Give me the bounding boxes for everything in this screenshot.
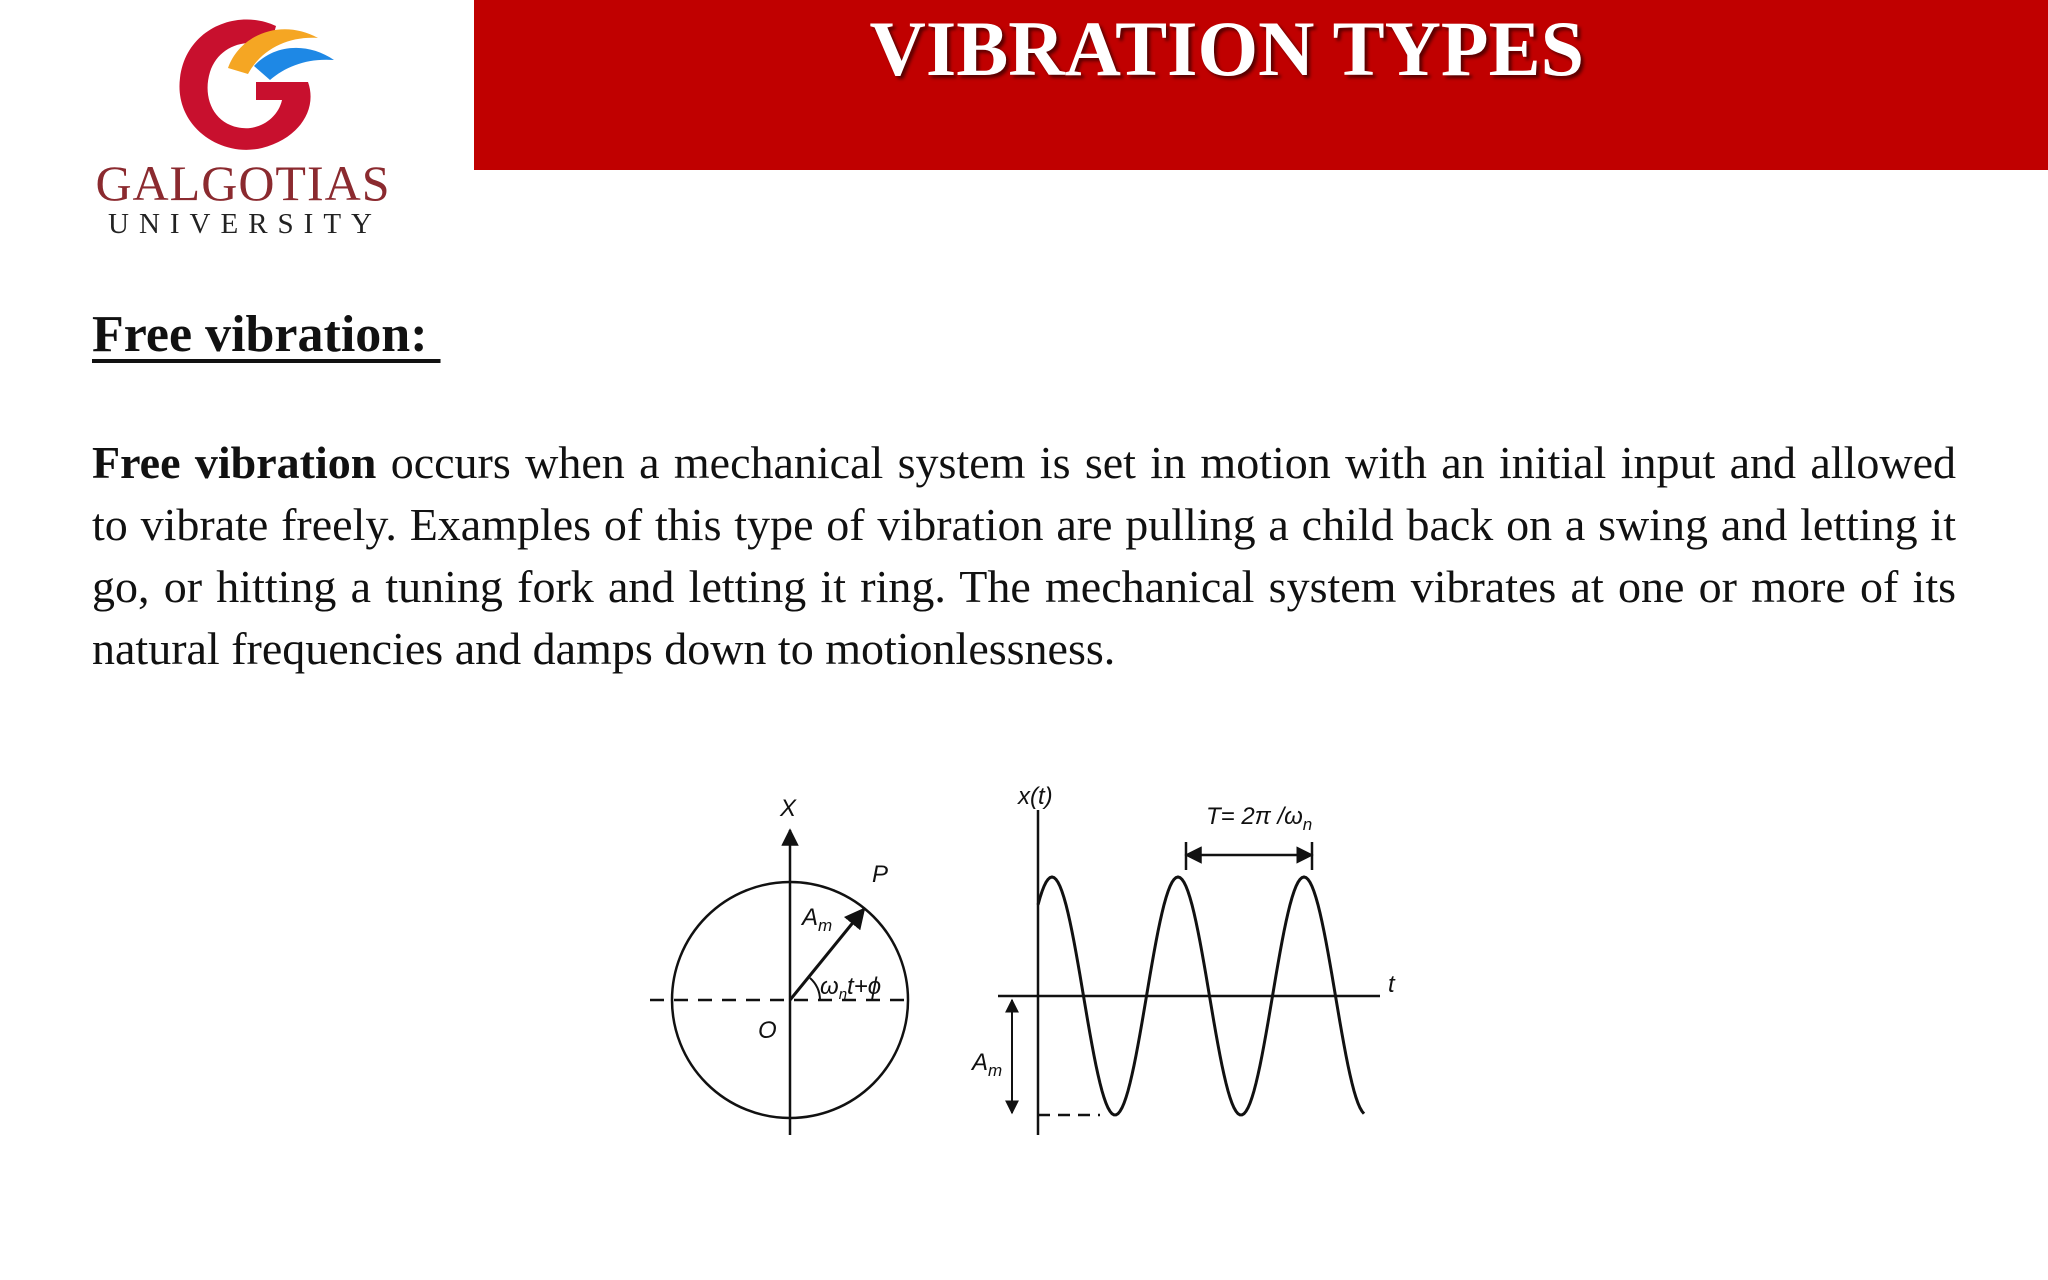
phasor-diagram [650,795,912,1135]
section-heading: Free vibration: [92,306,441,363]
point-label: P [872,861,889,888]
lead-term: Free vibration [92,437,377,488]
free-vibration-diagram [640,780,1420,1140]
waveform-y-axis-label: x(t) [1018,783,1053,810]
waveform-plot [970,783,1396,1135]
logo-name: GALGOTIAS [95,155,391,211]
waveform-amplitude-label: $A_m$ [972,1049,1003,1080]
page-title: VIBRATION TYPES [869,5,1584,92]
waveform-x-axis-label: t [1388,971,1395,998]
period-label: T= 2π $/\omega_n$ [1206,803,1313,834]
origin-label: O [758,1017,777,1044]
phasor-amplitude-label: $A_m$ [802,904,833,935]
paragraph-text: occurs when a mechanical system is set in motion with an initial input and allowed to vibrate freely. Examples of this type of vibration are pulling a child back on a swing and letting it go, or hitting a tuning fork and letting it ring. The mechanical system vibrates at one or more of its natural frequencies and damps down to motionlessness. [92,437,1956,674]
galgotias-logo-icon [158,8,338,158]
logo-subtitle: UNIVERSITY [108,208,382,240]
title-banner [474,0,2048,170]
phase-angle-label: $\omega_nt+\phi$ [820,973,882,1003]
phase-angle-arc [810,978,820,1000]
body-paragraph [92,432,1956,680]
phasor-axis-label: X [780,795,797,822]
university-logo [88,8,408,238]
